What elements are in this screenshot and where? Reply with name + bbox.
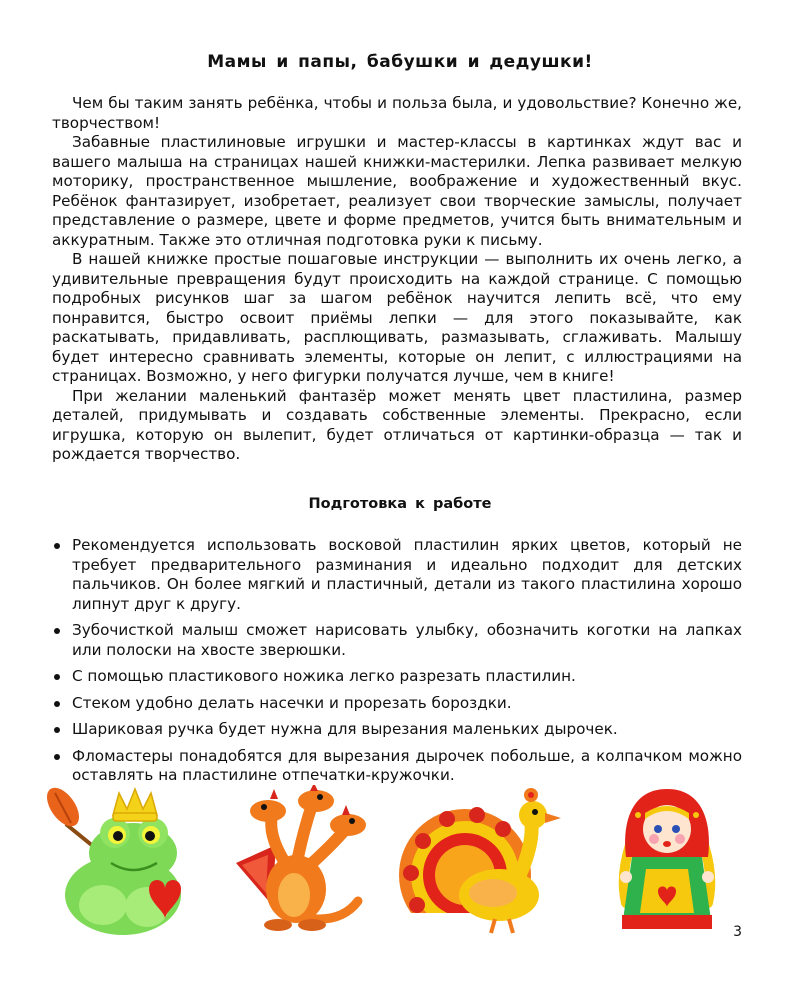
tips-list [52,536,742,793]
dragon-illustration [232,785,372,935]
list-item-text: Фломастеры понадобятся для вырезания дырочек побольше, а колпачком можно оставлять на пластилине отпечатки-кружочки. [72,746,742,784]
list-item-text: Стеком удобно делать насечки и прорезать бороздки. [72,693,512,712]
section-title: Подготовка к работе [308,496,492,512]
intro-paragraph: Забавные пластилиновые игрушки и мастер-классы в картинках ждут вас и вашего малыша на страницах нашей книжки-мастерилки. Лепка развивает мелкую моторику, пространственное мышление, воображение и художественный вкус. Ребёнок фантазирует, изобретает, реализует свои творческие замыслы, получает представление о размере, цвете и форме предметов, учится быть внимательным и аккуратным. Также это отличная подготовка руки к письму. [52,133,742,249]
bullet-icon [54,754,60,760]
page-number: 3 [733,924,742,940]
list-item [52,621,742,660]
list-item-text: Шариковая ручка будет нужна для вырезания маленьких дырочек. [72,720,618,738]
bullet-icon [54,628,60,634]
firebird-illustration [395,785,580,945]
page-title: Мамы и папы, бабушки и дедушки! [207,52,593,72]
list-item-text: Рекомендуется использовать восковой пластилин ярких цветов, который не требует предварительного разминания и идеально подходит для детских пальчиков. Он более мягкий и пластичный, детали из такого пластилина хорошо липнут друг к другу. [72,536,742,613]
list-item-text: Зубочисткой малыш сможет нарисовать улыбку, обозначить коготки на лапках или полоски на хвосте зверюшки. [72,621,742,659]
intro-paragraph: При желании маленький фантазёр может менять цвет пластилина, размер деталей, придумывать и создавать собственные элементы. Прекрасно, если игрушка, которую он вылепит, будет отличаться от картинки-образца — так и рождается творчество. [52,386,742,463]
list-item-text: С помощью пластикового ножика легко разрезать пластилин. [72,667,576,685]
bullet-icon [54,727,60,733]
intro-paragraph: Чем бы таким занять ребёнка, чтобы и польза была, и удовольствие? Конечно же, творчеством! [52,94,742,132]
list-item [52,720,742,740]
list-item [52,536,742,614]
bullet-icon [54,701,60,707]
list-item [52,747,742,786]
bullet-icon [54,674,60,680]
frog-prince-illustration [45,785,210,945]
doll-illustration [612,785,722,940]
intro-text [52,94,742,465]
intro-paragraph: В нашей книжке простые пошаговые инструкции — выполнить их очень легко, а удивительные превращения будут происходить на каждой странице. С помощью подробных рисунков шаг за шагом ребёнок научится лепить всё, что ему понравится, быстро освоит приёмы лепки — для этого показывайте, как раскатывать, придавливать, расплющивать, размазывать, сглаживать. Малышу будет интересно сравнивать элементы, которые он лепит, с иллюстрациями на страницах. Возможно, у него фигурки получатся лучше, чем в книге! [52,250,742,385]
illustrations-row [0,785,800,945]
bullet-icon [54,543,60,549]
list-item [52,694,742,714]
list-item [52,667,742,687]
